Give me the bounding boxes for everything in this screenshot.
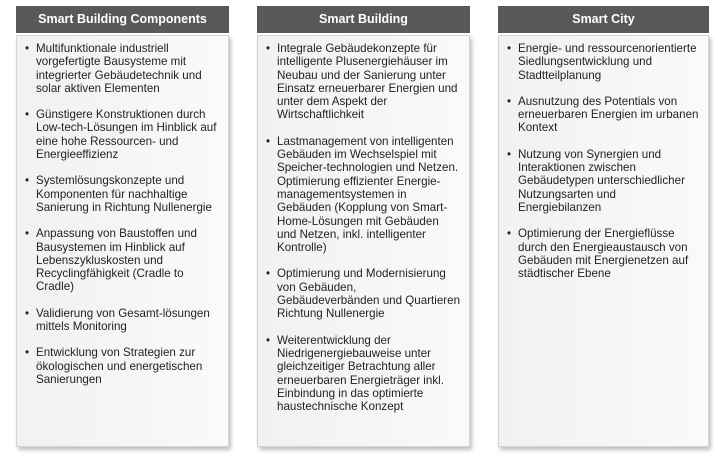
column-header: Smart Building Components [16, 6, 229, 33]
list-item: • Systemlösungskonzepte und Komponenten für nachhaltige Sanierung in Richtung Nullenergie [25, 174, 220, 214]
column-smart-building-components [16, 6, 229, 448]
column-body [257, 35, 470, 447]
column-header: Smart City [498, 6, 709, 33]
list-item: • Günstigere Konstruktionen durch Low-tech-Lösungen im Hinblick auf eine hohe Ressourcen- und Energieeffizienz [25, 108, 220, 161]
column-header: Smart Building [257, 6, 470, 33]
list-item: • Lastmanagement von intelligenten Gebäuden im Wechselspiel mit Speicher-technologien und Netzen. Optimierung effizienter Energie-managementsystemen in Gebäuden (Kopplung von Smart-Home-Lösungen mit Gebäuden und Netzen, inkl. intelligenter Kontrolle) [266, 135, 461, 255]
list-item: • Validierung von Gesamt-lösungen mittels Monitoring [25, 307, 220, 334]
list-item: • Energie- und ressourcenorientierte Siedlungsentwicklung und Stadtteilplanung [507, 42, 700, 82]
list-item: • Nutzung von Synergien und Interaktionen zwischen Gebäudetypen unterschiedlicher Nutzungsarten und Energiebilanzen [507, 148, 700, 214]
column-body [16, 35, 229, 447]
list-item: • Optimierung der Energieflüsse durch den Energieaustausch von Gebäuden mit Energienetzen auf städtischer Ebene [507, 227, 700, 280]
column-smart-building [257, 6, 470, 448]
list-item: • Entwicklung von Strategien zur ökologischen und energetischen Sanierungen [25, 346, 220, 386]
bullet-list [25, 42, 220, 386]
list-item: • Optimierung und Modernisierung von Gebäuden, Gebäudeverbänden und Quartieren Richtung Nullenergie [266, 267, 461, 320]
list-item: • Ausnutzung des Potentials von erneuerbaren Energien im urbanen Kontext [507, 95, 700, 135]
bullet-list [266, 42, 461, 413]
bullet-list [507, 42, 700, 280]
list-item: • Multifunktionale industriell vorgefertigte Bausysteme mit integrierter Gebäudetechnik und solar aktiven Elementen [25, 42, 220, 95]
list-item: • Integrale Gebäudekonzepte für intelligente Plusenergiehäuser im Neubau und der Sanierung unter Einsatz erneuerbarer Energien und unter dem Aspekt der Wirtschaftlichkeit [266, 42, 461, 122]
column-smart-city [498, 6, 709, 448]
list-item: • Anpassung von Baustoffen und Bausystemen im Hinblick auf Lebenszykluskosten und Recyclingfähigkeit (Cradle to Cradle) [25, 227, 220, 293]
column-body [498, 35, 709, 447]
list-item: • Weiterentwicklung der Niedrigenergiebauweise unter gleichzeitiger Betrachtung aller erneuerbaren Energieträger inkl. Einbindung in das optimierte haustechnische Konzept [266, 334, 461, 414]
